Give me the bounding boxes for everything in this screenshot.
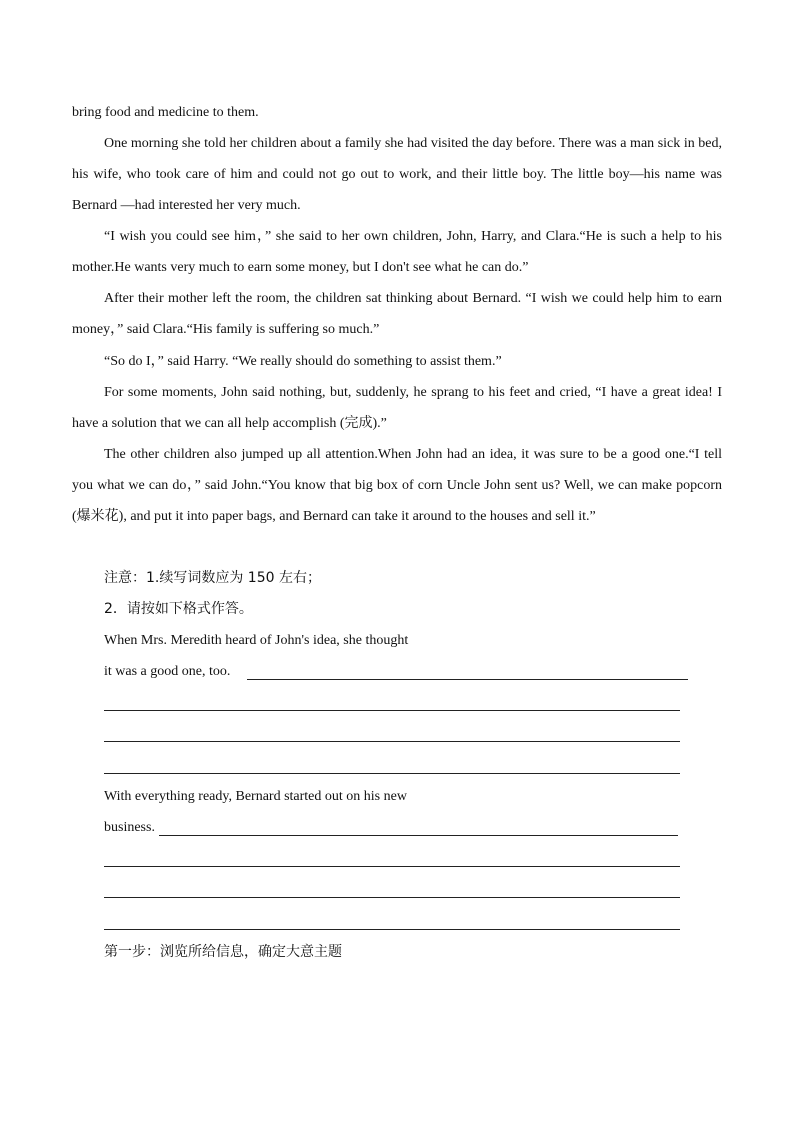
answer-line <box>104 741 680 742</box>
paragraph-2: One morning she told her children about a family she had visited the day before. There was a man sick in bed, his wife, who took care of him and could not go out to work, and their little boy. The little boy—his name was Bernard —had interested her very much. <box>72 136 722 213</box>
answer-line <box>247 679 688 680</box>
answer-prompt-2-line-1: With everything ready, Bernard started out on his new <box>104 789 407 804</box>
paragraph-4: After their mother left the room, the children sat thinking about Bernard. “I wish we could help him to earn money，” said Clara.“His family is suffering so much.” <box>72 291 722 337</box>
answer-line <box>104 773 680 774</box>
answer-line <box>104 866 680 867</box>
step-heading: 第一步：浏览所给信息，确定大意主题 <box>104 944 342 960</box>
paragraph-5: “So do I，” said Harry. “We really should do something to assist them.” <box>104 354 502 369</box>
paragraph-3: “I wish you could see him，” she said to her own children, John, Harry, and Clara.“He is such a help to his mother.He wants very much to earn some money, but I don't see what he can do.” <box>72 229 722 275</box>
answer-line <box>104 710 680 711</box>
note-format: 2．请按如下格式作答。 <box>104 601 253 617</box>
paragraph-6: For some moments, John said nothing, but, suddenly, he sprang to his feet and cried, “I have a great idea! I have a solution that we can all help accomplish (完成).” <box>72 385 722 431</box>
answer-line <box>159 835 678 836</box>
answer-prompt-1-line-2: it was a good one, too. <box>104 664 231 679</box>
answer-line <box>104 897 680 898</box>
paragraph-1: bring food and medicine to them. <box>72 105 259 120</box>
answer-line <box>104 929 680 930</box>
answer-prompt-2-line-2: business. <box>104 820 155 835</box>
note-word-count: 注意：1.续写词数应为 150 左右； <box>104 570 321 586</box>
answer-prompt-1-line-1: When Mrs. Meredith heard of John's idea, she thought <box>104 633 409 648</box>
paragraph-7: The other children also jumped up all attention.When John had an idea, it was sure to be a good one.“I tell you what we can do，” said John.“You know that big box of corn Uncle John sent us? Well, we can make popcorn (爆米花), and put it into paper bags, and Bernard can take it around to the houses and sell it.” <box>72 447 722 524</box>
